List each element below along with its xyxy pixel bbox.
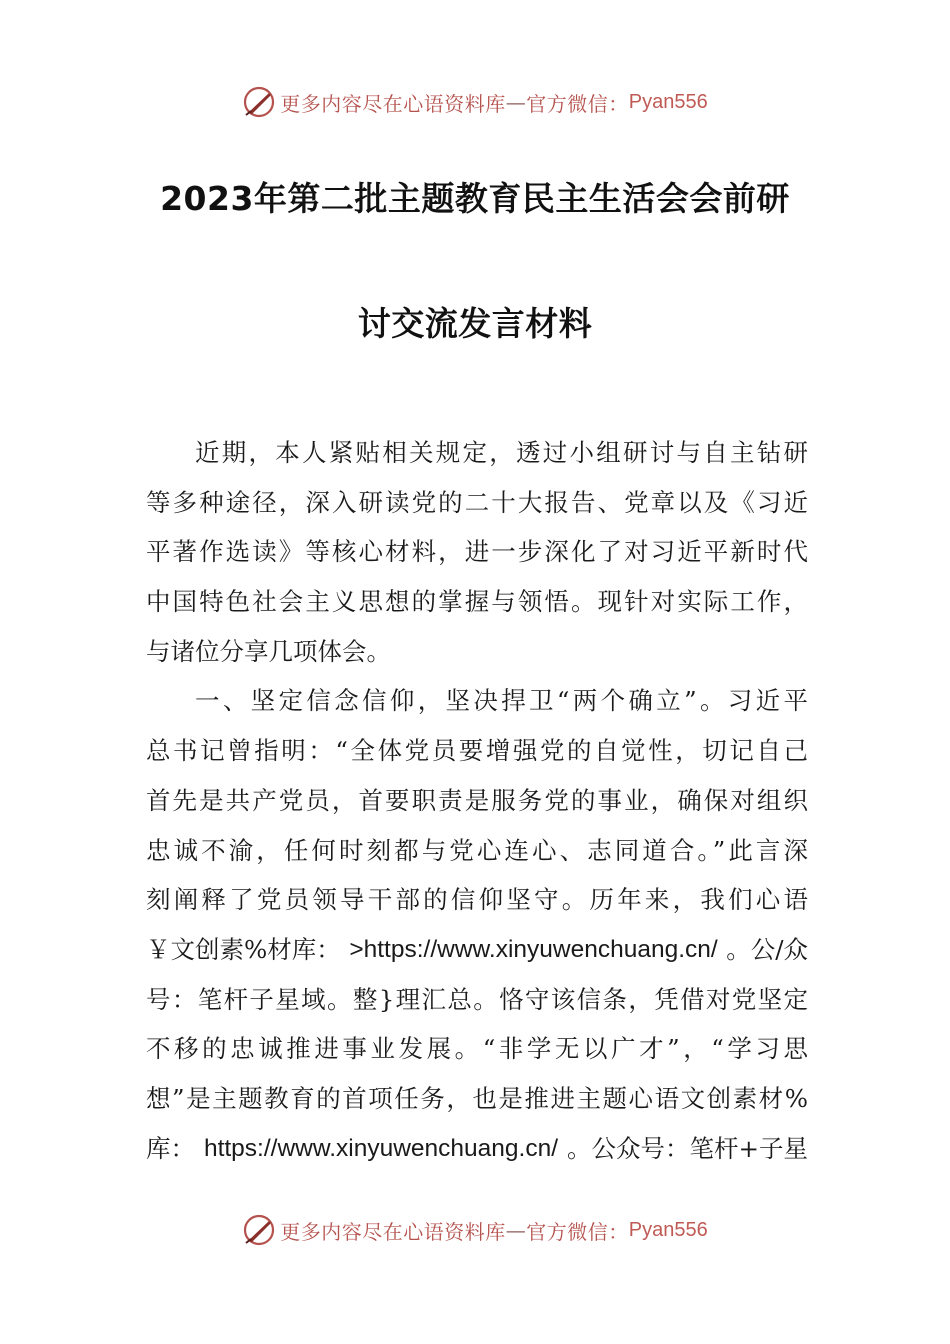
watermark-dash: — <box>505 1218 527 1242</box>
body-line: 想”是主题教育的首项任务，也是推进主题心语文创素材% <box>146 1083 808 1113</box>
body-line: 近期，本人紧贴相关规定，透过小组研讨与自主钻研 <box>195 438 808 467</box>
body-line: 一、坚定信念信仰，坚决捍卫“两个确立”。习近平 <box>195 686 808 716</box>
body-line: 总书记曾指明：“全体党员要增强党的自觉性，切记自己 <box>146 736 808 766</box>
watermark-text: 更多内容尽在心语资料库 <box>280 91 506 116</box>
document-title-line-1: 2023年第二批主题教育民主生活会会前研 <box>160 179 790 218</box>
body-line: 平著作选读》等核心材料，进一步深化了对习近平新时代 <box>146 537 808 567</box>
body-text-segment: 库： <box>146 1133 195 1163</box>
header-watermark-banner <box>0 82 950 122</box>
body-line: 不移的忠诚推进事业发展。“非学无以广才”，“学习思 <box>146 1034 808 1064</box>
body-url: https://www.xinyuwenchuang.cn/ <box>203 1134 559 1162</box>
body-line: 中国特色社会主义思想的掌握与领悟。现针对实际工作， <box>146 587 808 617</box>
watermark-label: 官方微信： <box>526 91 629 116</box>
body-line: 刻阐释了党员领导干部的信仰坚守。历年来，我们心语 <box>146 885 808 915</box>
body-line: 忠诚不渝，任何时刻都与党心连心、志同道合。”此言深 <box>146 835 808 865</box>
body-text-segment: 。公/众 <box>726 934 808 964</box>
quill-logo-icon <box>242 1213 276 1247</box>
watermark-dash: — <box>505 90 527 114</box>
body-line <box>146 1124 808 1174</box>
watermark-text: 更多内容尽在心语资料库 <box>280 1219 506 1244</box>
body-text-segment: 。公众号：笔杆+子星 <box>566 1133 808 1163</box>
body-line: 与诸位分享几项体会。 <box>146 636 391 666</box>
body-line: 等多种途径，深入研读党的二十大报告、党章以及《习近 <box>146 487 808 517</box>
body-line <box>146 925 808 975</box>
body-line: 号：笔杆子星域。整}理汇总。恪守该信条，凭借对党坚定 <box>146 984 808 1014</box>
document-title-line-2: 讨交流发言材料 <box>357 304 593 343</box>
watermark-label: 官方微信： <box>526 1219 629 1244</box>
footer-watermark-banner <box>0 1210 950 1250</box>
watermark-wechat-id: Pyan556 <box>628 1218 708 1241</box>
watermark-wechat-id: Pyan556 <box>628 90 708 113</box>
body-text-segment: ￥文创素%材库： <box>146 934 341 964</box>
document-body <box>146 428 808 1173</box>
body-line: 首先是共产党员，首要职责是服务党的事业，确保对组织 <box>146 785 808 815</box>
body-url: >https://www.xinyuwenchuang.cn/ <box>349 935 718 963</box>
quill-logo-icon <box>242 85 276 119</box>
